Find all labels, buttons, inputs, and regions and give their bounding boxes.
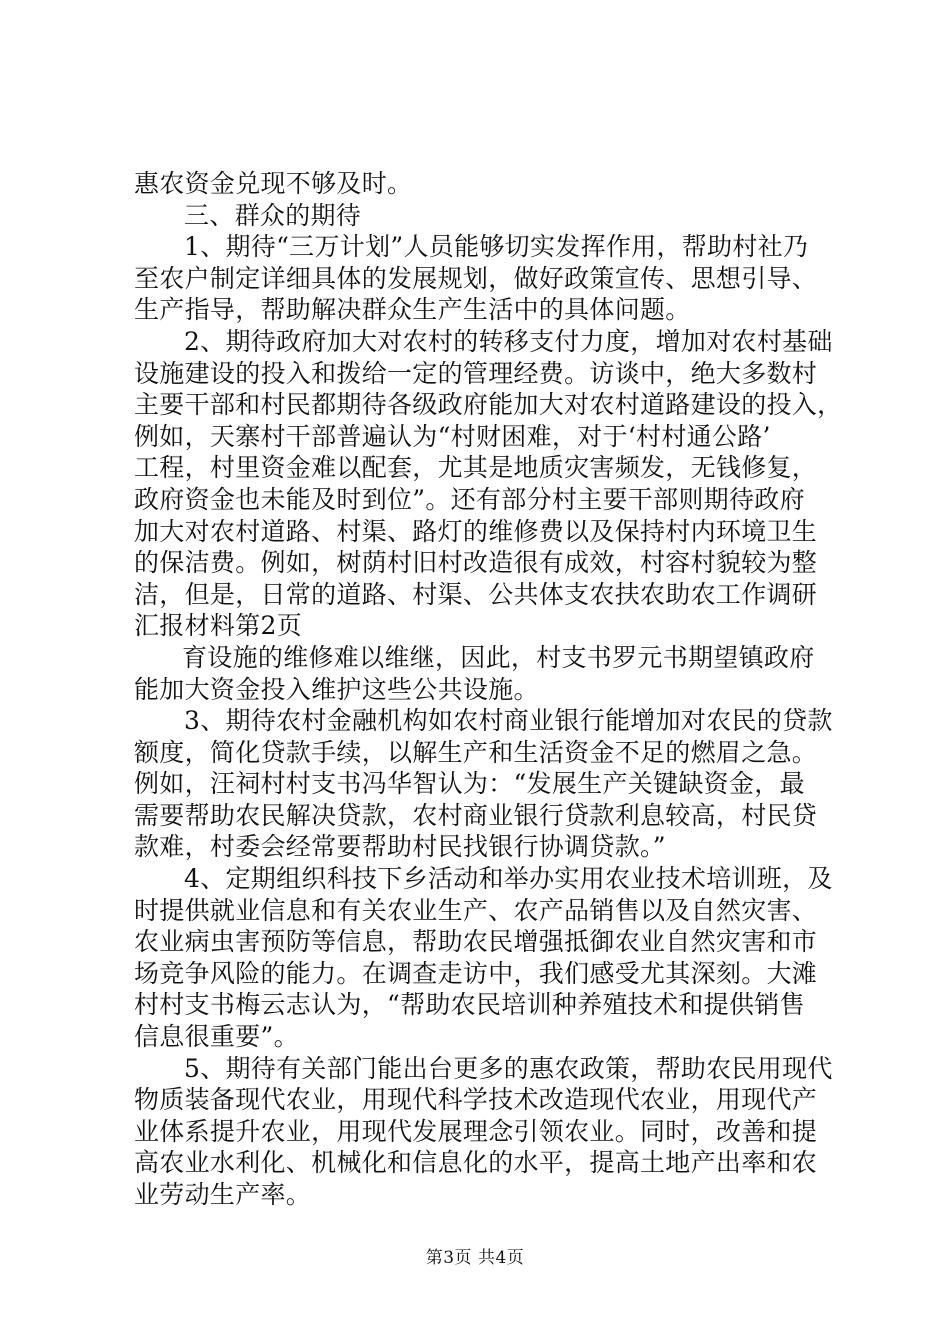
text-line: 至农户制定详细具体的发展规划，做好政策宣传、思想引导、 <box>134 263 818 293</box>
text-line: 育设施的维修难以维继，因此，村支书罗元书期望镇政府 <box>182 642 815 672</box>
text-line: 汇报材料第2页 <box>134 611 303 641</box>
text-line: 需要帮助农民解决贷款，农村商业银行贷款利息较高，村民贷 <box>134 800 818 830</box>
text-line: 4、定期组织科技下乡活动和举办实用农业技术培训班，及 <box>184 864 833 894</box>
text-line: 主要干部和村民都期待各级政府能加大对农村道路建设的投入， <box>134 390 843 420</box>
text-line: 惠农资金兑现不够及时。 <box>134 169 413 198</box>
text-line: 能加大资金投入维护这些公共设施。 <box>134 674 539 704</box>
text-line: 例如，汪祠村村支书冯华智认为：“发展生产关键缺资金，最 <box>134 769 805 799</box>
text-line: 场竞争风险的能力。在调查走访中，我们感受尤其深刻。大滩 <box>134 958 818 988</box>
text-line: 洁，但是，日常的道路、村渠、公共体支农扶农助农工作调研 <box>134 579 818 609</box>
text-line: 业劳动生产率。 <box>134 1180 312 1209</box>
text-line: 政府资金也未能及时到位”。还有部分村主要干部则期待政府 <box>134 484 805 514</box>
text-line: 的保洁费。例如，树荫村旧村改造很有成效，村容村貌较为整 <box>134 548 818 578</box>
text-line: 5、期待有关部门能出台更多的惠农政策，帮助农民用现代 <box>184 1053 833 1083</box>
text-line: 村村支书梅云志认为，“帮助农民培训种养殖技术和提供销售 <box>134 990 805 1020</box>
text-line: 款难，村委会经常要帮助村民找银行协调贷款。” <box>134 832 666 862</box>
text-line: 生产指导，帮助解决群众生产生活中的具体问题。 <box>134 295 691 325</box>
text-line: 农业病虫害预防等信息，帮助农民增强抵御农业自然灾害和市 <box>134 927 818 957</box>
text-line: 额度，简化贷款手续，以解生产和生活资金不足的燃眉之急。 <box>134 737 818 767</box>
text-line: 物质装备现代农业，用现代科学技术改造现代农业，用现代产 <box>134 1085 818 1115</box>
page-number-footer: 第3页 共4页 <box>425 1248 525 1268</box>
text-line: 设施建设的投入和拨给一定的管理经费。访谈中，绝大多数村 <box>134 358 818 388</box>
document-body <box>134 168 843 1211</box>
text-line: 信息很重要”。 <box>134 1022 299 1052</box>
text-line: 例如，天寨村干部普遍认为“村财困难，对于‘村村通公路’ <box>134 421 771 451</box>
section-heading: 三、群众的期待 <box>184 200 362 230</box>
text-line: 3、期待农村金融机构如农村商业银行能增加对农民的贷款 <box>184 706 833 736</box>
text-line: 加大对农村道路、村渠、路灯的维修费以及保持村内环境卫生 <box>134 516 818 546</box>
text-line: 时提供就业信息和有关农业生产、农产品销售以及自然灾害、 <box>134 895 818 925</box>
text-line: 业体系提升农业，用现代发展理念引领农业。同时，改善和提 <box>134 1116 818 1146</box>
text-line: 1、期待“三万计划”人员能够切实发挥作用，帮助村社乃 <box>184 232 809 262</box>
text-line: 2、期待政府加大对农村的转移支付力度，增加对农村基础 <box>184 326 833 356</box>
text-line: 高农业水利化、机械化和信息化的水平，提高土地产出率和农 <box>134 1148 818 1178</box>
text-line: 工程，村里资金难以配套，尤其是地质灾害频发，无钱修复， <box>134 453 818 483</box>
